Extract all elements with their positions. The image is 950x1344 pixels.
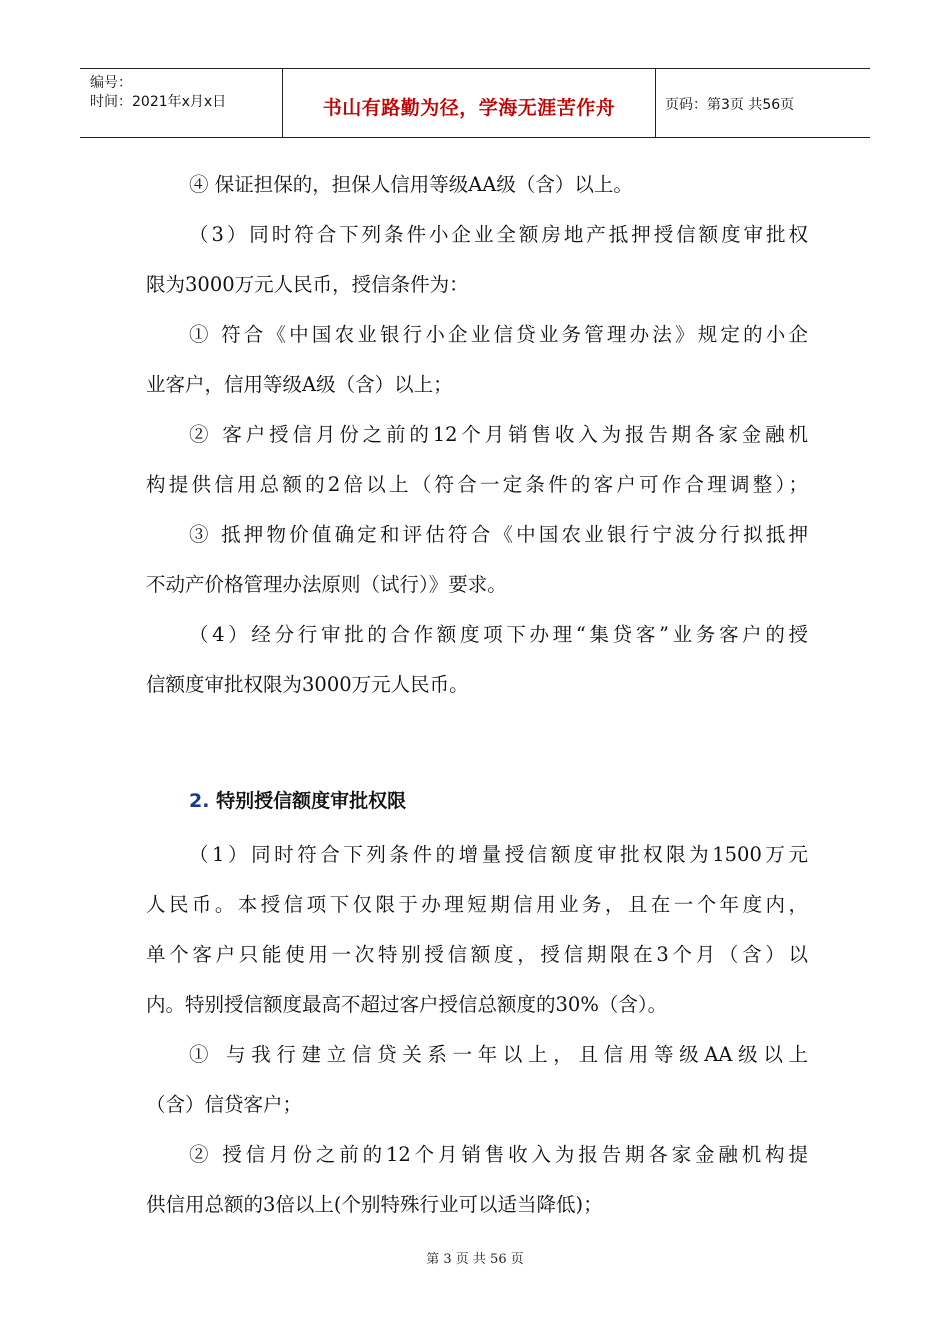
paragraph-line: 人民币。本授信项下仅限于办理短期信用业务，且在一个年度内，: [146, 893, 808, 916]
paragraph-line: （含）信贷客户；: [146, 1093, 303, 1116]
header-motto: 书山有路勤为径，学海无涯苦作舟: [322, 97, 616, 119]
paragraph-line: 内。特别授信额度最高不超过客户授信总额度的30%（含）。: [146, 993, 668, 1016]
paragraph-line: ② 客户授信月份之前的12个月销售收入为报告期各家金融机: [189, 423, 808, 446]
paragraph-line: 不动产价格管理办法原则（试行）》要求。: [146, 573, 507, 596]
section-heading-text: 特别授信额度审批权限: [216, 790, 407, 812]
paragraph-line: ① 符合《中国农业银行小企业信贷业务管理办法》规定的小企: [189, 323, 808, 346]
paragraph-line: ① 与我行建立信贷关系一年以上，且信用等级AA级以上: [189, 1043, 808, 1066]
paragraph-line: 业客户，信用等级A级（含）以上；: [146, 373, 453, 396]
section-heading-number: 2.: [189, 790, 210, 812]
paragraph-line: 单个客户只能使用一次特别授信额度，授信期限在3个月（含）以: [146, 943, 808, 966]
header-page-number: 页码：第3页 共56页: [665, 97, 795, 113]
paragraph-line: ④ 保证担保的，担保人信用等级AA级（含）以上。: [189, 173, 633, 196]
paragraph-line: 构提供信用总额的2倍以上（符合一定条件的客户可作合理调整）；: [146, 473, 808, 496]
page-footer: 第 3 页 共 56 页: [426, 1252, 524, 1267]
paragraph-line: ③ 抵押物价值确定和评估符合《中国农业银行宁波分行拟抵押: [189, 523, 808, 546]
paragraph-line: 限为3000万元人民币，授信条件为：: [146, 273, 469, 296]
paragraph-line: （3）同时符合下列条件小企业全额房地产抵押授信额度审批权: [189, 223, 808, 246]
header-info-cell: [80, 69, 282, 137]
header-motto-cell: [282, 69, 656, 137]
header-page-cell: [655, 69, 870, 137]
document-number-label: 编号：: [90, 75, 132, 91]
paragraph-line: （4）经分行审批的合作额度项下办理“集贷客”业务客户的授: [189, 623, 808, 646]
document-date-label: 时间：2021年x月x日: [90, 94, 227, 110]
paragraph-line: （1）同时符合下列条件的增量授信额度审批权限为1500万元: [189, 843, 808, 866]
paragraph-line: 供信用总额的3倍以上(个别特殊行业可以适当降低)；: [146, 1193, 603, 1216]
paragraph-line: ② 授信月份之前的12个月销售收入为报告期各家金融机构提: [189, 1143, 808, 1166]
section-heading: [189, 786, 406, 813]
header-table: [80, 68, 870, 138]
paragraph-line: 信额度审批权限为3000万元人民币。: [146, 673, 469, 696]
